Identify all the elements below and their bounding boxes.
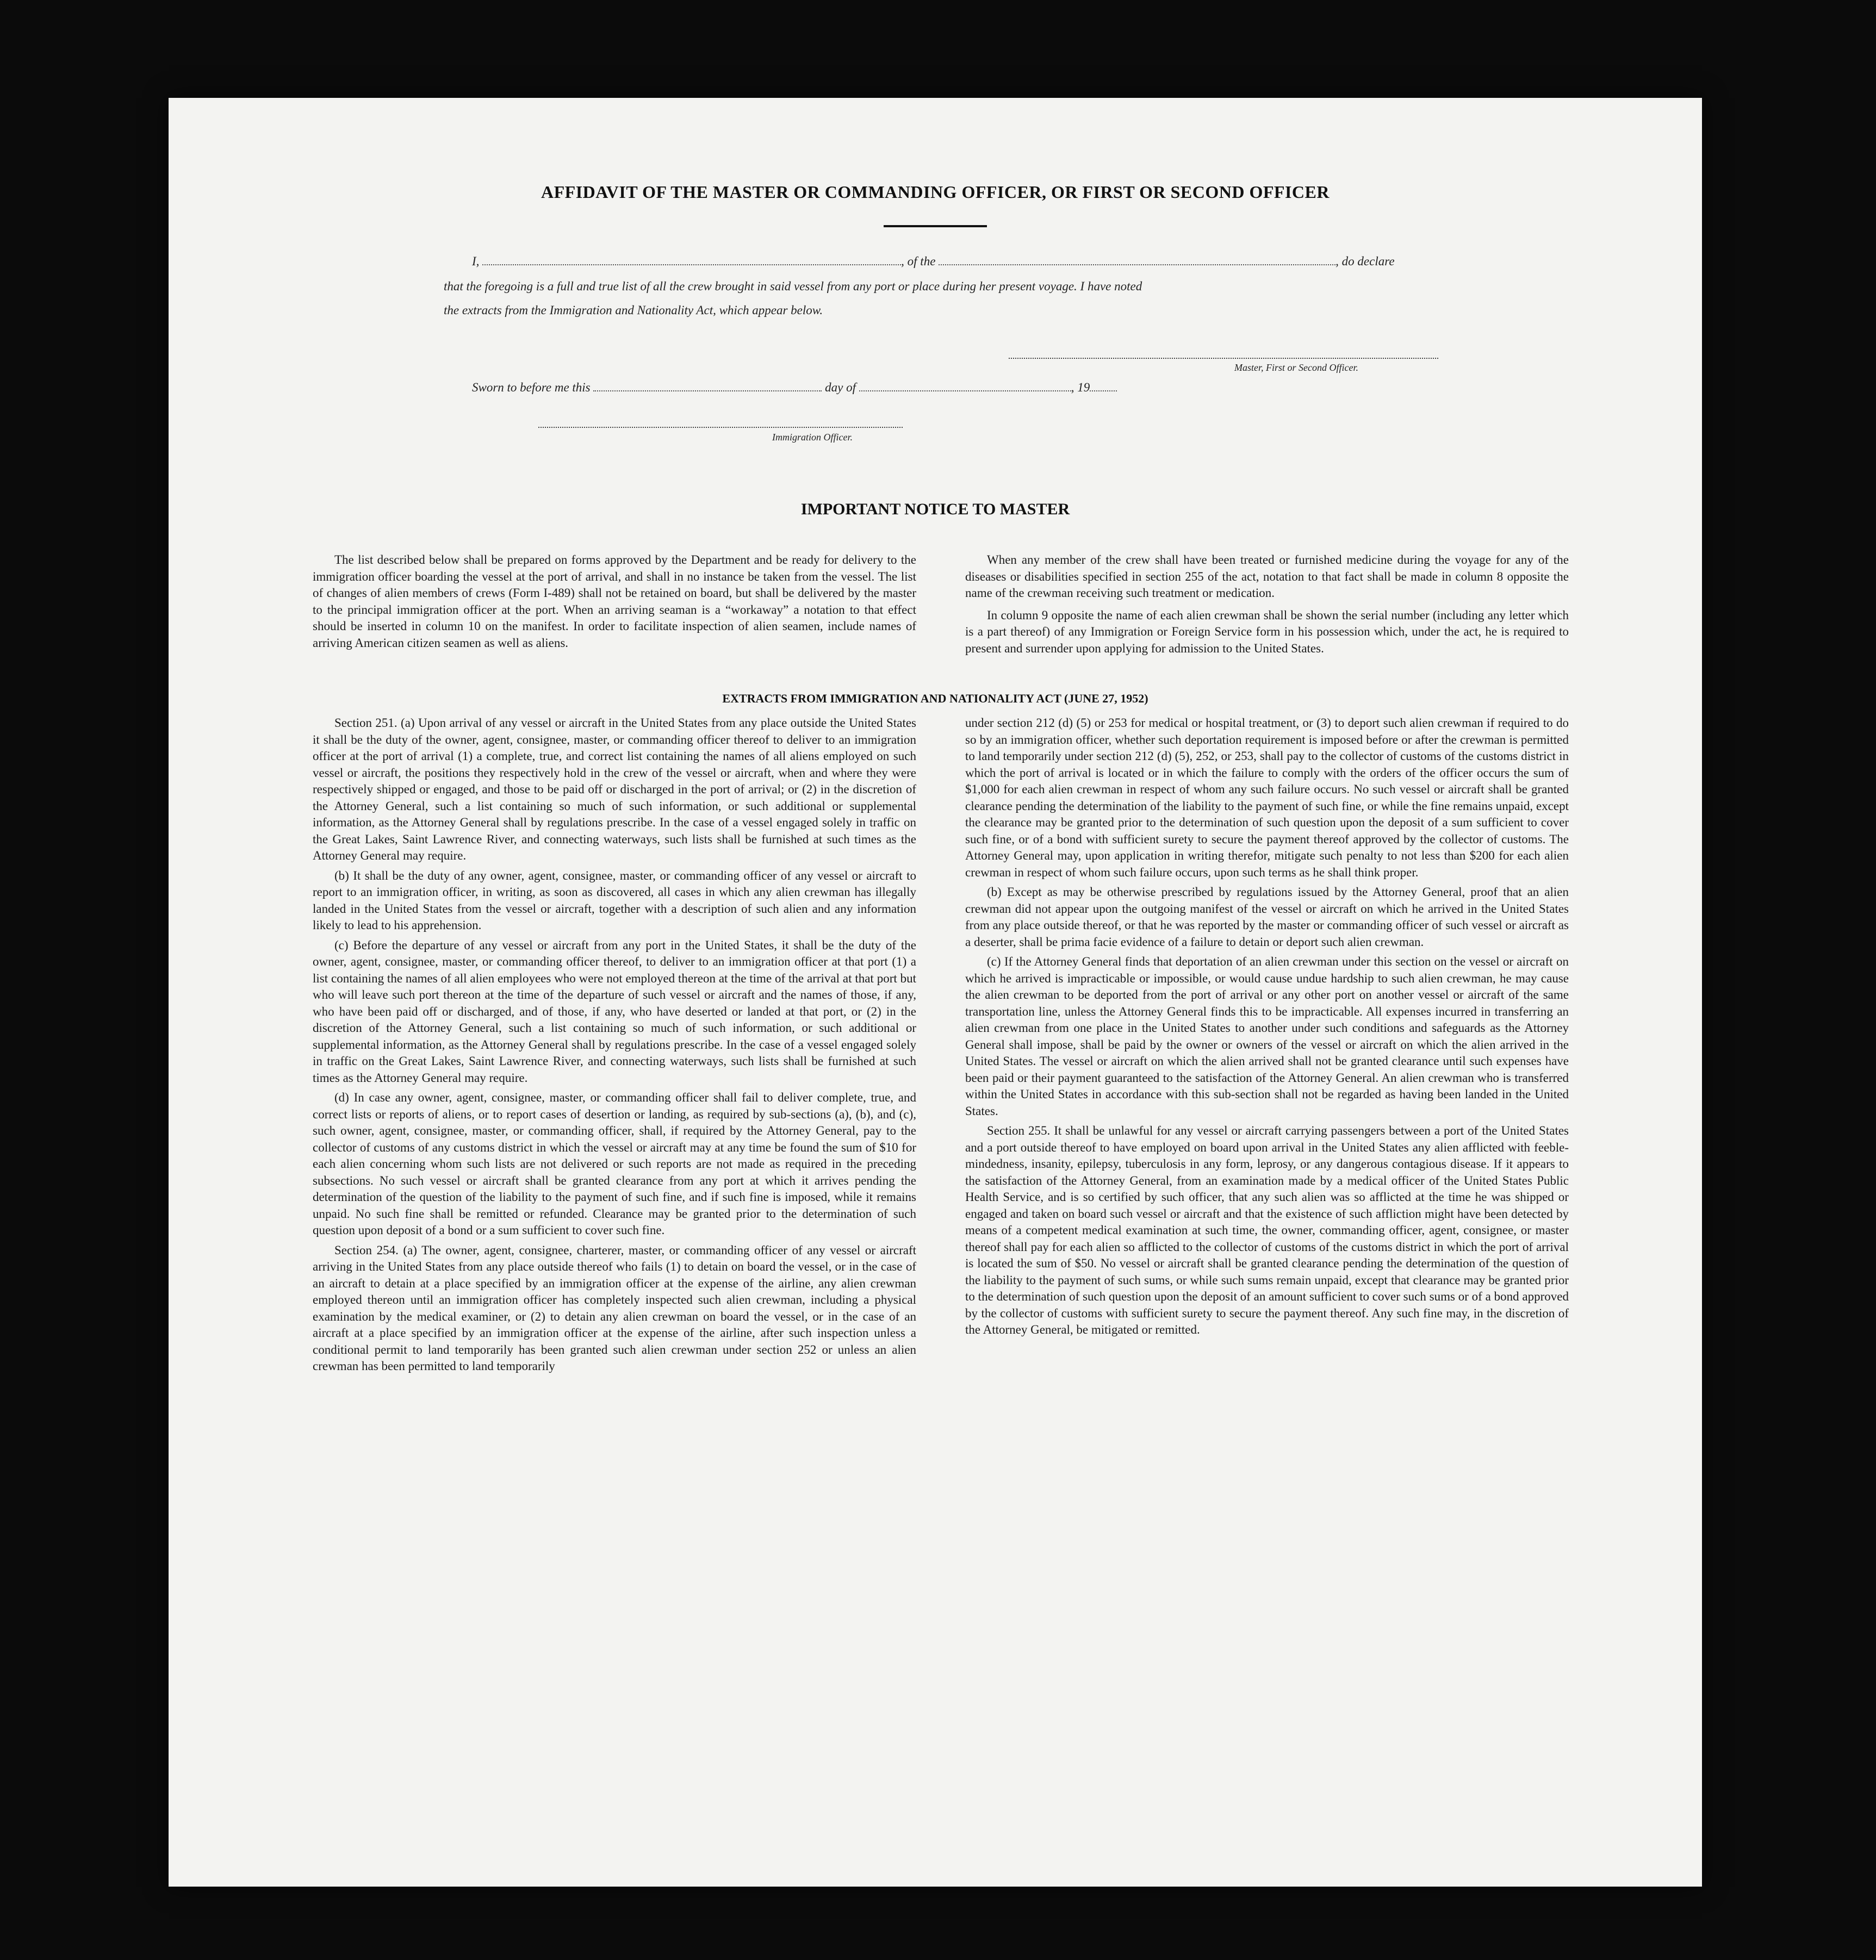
notice-right-column: [965, 552, 1569, 660]
title-underline: [884, 225, 987, 227]
notice-left-column: [313, 552, 916, 655]
statement-line-2: the extracts from the Immigration and Nationality Act, which appear below.: [444, 303, 823, 317]
officer-signature-line[interactable]: [538, 427, 903, 428]
label-year: , 19: [1071, 381, 1090, 394]
officer-caption: Immigration Officer.: [772, 432, 853, 443]
label-do-declare: , do declare: [1335, 254, 1395, 268]
extract-paragraph: (b) Except as may be otherwise prescribed by regulations issued by the Attorney General, proof that an alien crewman did not appear upon the outgoing manifest of the vessel or aircraft on which he arrived in the United States from any place outside thereof, or that he was reported by the master or commanding officer of such vessel or aircraft as a deserter, shall be prima facie evidence of a failure to detain or deport such alien crewman.: [965, 885, 1569, 949]
statement-line-1: that the foregoing is a full and true list of all the crew brought in said vessel from any port or place during her present voyage. I have noted: [444, 279, 1142, 293]
extract-paragraph: (c) Before the departure of any vessel or aircraft from any port in the United States, it shall be the duty of the owner, agent, consignee, master, or commanding officer thereof, to deliver to an immigration officer at that port (1) a list containing the names of all alien employees who were not employed thereon at the time of the arrival at that port but who will leave such port thereon at the time of the departure of such vessel or aircraft and the names of those, if any, who have been paid off or discharged, and of those, if any, who have deserted or landed at that port, or (2) in the discretion of the Attorney General, such a list containing so much of such information, or such additional or supplemental information, as the Attorney General shall by regulations prescribe. In the case of a vessel engaged solely in traffic on the Great Lakes, Saint Lawrence River, and connecting waterways, such lists shall be furnished at such times as the Attorney General may require.: [313, 938, 916, 1085]
label-of-the: , of the: [901, 254, 936, 268]
document-page: [169, 98, 1702, 1887]
label-i: I,: [472, 254, 480, 268]
extract-paragraph: (b) It shall be the duty of any owner, agent, consignee, master, or commanding officer of any vessel or aircraft to report to an immigration officer, in writing, as soon as discovered, all cases in which any alien crewman has illegally landed in the United States from the vessel or aircraft, together with a description of such alien and any information likely to lead to his apprehension.: [313, 868, 916, 932]
extracts-left-column: [313, 715, 916, 1378]
sworn-day-field[interactable]: [593, 381, 822, 391]
extract-paragraph: Section 254. (a) The owner, agent, consignee, charterer, master, or commanding officer of any vessel or aircraft arriving in the United States from any place outside thereof who fails (1) to detain on board the vessel, or in the case of an aircraft to detain at a place specified by an immigration officer at the expense of the airline, any alien crewman employed thereon until an immigration officer has completely inspected such alien crewman, including a physical examination by the medical examiner, or (2) to detain any alien crewman on board the vessel, or in the case of an aircraft at a place specified by an immigration officer at the expense of the airline, after such inspection unless a conditional permit to land temporarily has been granted such alien crewman under section 252 or unless an alien crewman has been permitted to land temporarily: [313, 1243, 916, 1373]
sworn-line: [472, 381, 1117, 395]
extract-paragraph: Section 251. (a) Upon arrival of any vessel or aircraft in the United States from any place outside the United States it shall be the duty of the owner, agent, consignee, master, or commanding officer thereof to deliver to an immigration officer at the port of arrival (1) a complete, true, and correct list containing the names of all aliens employed on such vessel or aircraft, the positions they respectively hold in the crew of the vessel or aircraft, when and where they were respectively shipped or engaged, and those to be paid off or discharged in the port of arrival; or (2) in the discretion of the Attorney General, such a list containing so much of such information, or such additional or supplemental information, as the Attorney General shall by regulations prescribe. In the case of a vessel engaged solely in traffic on the Great Lakes, Saint Lawrence River, and connecting waterways, such lists shall be furnished at such times as the Attorney General may require.: [313, 716, 916, 862]
sworn-month-field[interactable]: [859, 381, 1071, 391]
notice-heading: IMPORTANT NOTICE TO MASTER: [800, 500, 1070, 518]
notice-right-paragraph-2: In column 9 opposite the name of each alien crewman shall be shown the serial number (including any letter which is a part thereof) of any Immigration or Foreign Service form in his possession which, under the act, he is required to present and surrender upon applying for admission to the United States.: [965, 608, 1569, 655]
declaration-line: [472, 254, 1395, 269]
extract-paragraph: Section 255. It shall be unlawful for any vessel or aircraft carrying passengers between a port of the United States and a port outside thereof to have employed on board upon arrival in the United States any alien afflicted with feeble-mindedness, insanity, epilepsy, tuberculosis in any form, leprosy, or any dangerous contagious disease. If it appears to the satisfaction of the Attorney General, from an examination made by a medical officer of the United States Public Health Service, and is so certified by such officer, that any such alien was so afflicted at the time he was shipped or engaged and taken on board such vessel or aircraft and that the existence of such affliction might have been detected by means of a competent medical examination at such time, the owner, commanding officer, agent, consignee, or master thereof shall pay for each alien so afflicted to the collector of customs of the customs district in which the port of arrival is located the sum of $50. No vessel or aircraft shall be granted clearance pending the determination of the question of the liability to the payment of such sums, or while such sums remain unpaid, except that clearance may be granted prior to the determination of such question upon the deposit of an amount sufficient to cover such sums or of a bond approved by the collector of customs with sufficient surety to secure the payment thereof. Any such fine may, in the discretion of the Attorney General, be mitigated or remitted.: [965, 1124, 1569, 1336]
notice-left-paragraph: The list described below shall be prepared on forms approved by the Department and be ready for delivery to the immigration officer boarding the vessel at the port of arrival, and shall in no instance be taken from the vessel. The list of changes of alien members of crews (Form I-489) shall not be retained on board, but shall be delivered by the master to the principal immigration officer at the port. When an arriving seaman is a “workaway” a notation to that effect should be inserted in column 10 on the manifest. In order to facilitate inspection of alien seamen, include names of arriving American citizen seamen as well as aliens.: [313, 553, 916, 650]
sworn-year-field[interactable]: [1090, 381, 1117, 391]
extracts-heading: EXTRACTS FROM IMMIGRATION AND NATIONALITY ACT (JUNE 27, 1952): [722, 692, 1148, 705]
master-signature-line[interactable]: [1009, 358, 1438, 359]
extracts-right-column: [965, 715, 1569, 1342]
master-caption: Master, First or Second Officer.: [1234, 362, 1358, 373]
name-field[interactable]: [482, 254, 901, 265]
extract-paragraph: (c) If the Attorney General finds that deportation of an alien crewman under this section on the vessel or aircraft on which he arrived is impracticable or impossible, or would cause undue hardship to such alien crewman, he may cause the alien crewman to be deported from the port of arrival or any other port on another vessel or aircraft of the same transportation line, unless the Attorney General finds this to be impracticable. All expenses incurred in transferring an alien crewman from one place in the United States to another under such conditions and safeguards as the Attorney General shall impose, shall be paid by the owner or owners of the vessel or aircraft on which the alien arrived in the United States. The vessel or aircraft on which the alien arrived shall not be granted clearance until such expenses have been paid or their payment guaranteed to the satisfaction of the Attorney General. An alien crewman who is transferred within the United States in accordance with this sub-section shall not be regarded as having been landed in the United States.: [965, 955, 1569, 1118]
vessel-field[interactable]: [939, 254, 1335, 265]
extract-paragraph: under section 212 (d) (5) or 253 for medical or hospital treatment, or (3) to deport such alien crewman if required to do so by an immigration officer, whether such deportation requirement is imposed before or after the crewman is permitted to land temporarily under section 212 (d) (5), 252, or 253, shall pay to the collector of customs of the customs district in which the port of arrival is located or in which the failure to comply with the orders of the officer occurs the sum of $1,000 for each alien crewman in respect of whom any such failure occurs. No such vessel or aircraft shall be granted clearance pending the determination of the liability to the payment of such fine, or while the fine remains unpaid, except the clearance may be granted prior to the determination of such question upon the deposit of a sum sufficient to cover such fine, or of a bond with sufficient surety to secure the payment thereof approved by the collector of customs. The Attorney General may, upon application in writing therefor, mitigate such penalty to not less than $200 for each alien crewman in respect of whom such failure occurs, upon such terms as he shall think proper.: [965, 716, 1569, 879]
affidavit-title: AFFIDAVIT OF THE MASTER OR COMMANDING OFFICER, OR FIRST OR SECOND OFFICER: [541, 182, 1330, 202]
extract-paragraph: (d) In case any owner, agent, consignee, master, or commanding officer shall fail to deliver complete, true, and correct lists or reports of aliens, or to report cases of desertion or landing, as required by sub-sections (a), (b), and (c), such owner, agent, consignee, master, or commanding officer, shall, if required by the Attorney General, pay to the collector of customs of any customs district in which the vessel or aircraft may at any time be found the sum of $10 for each alien concerning whom such lists are not delivered or such reports are not made as required in the preceding subsections. No such vessel or aircraft shall be granted clearance from any port at which it arrives pending the determination of the question of the liability to the payment of such fine, and if such fine is imposed, while it remains unpaid. No such fine shall be remitted or refunded. Clearance may be granted prior to the determination of such question upon deposit of a bond or a sum sufficient to cover such fine.: [313, 1091, 916, 1237]
label-sworn: Sworn to before me this: [472, 381, 591, 394]
label-day-of: day of: [825, 381, 856, 394]
notice-right-paragraph-1: When any member of the crew shall have been treated or furnished medicine during the voyage for any of the diseases or disabilities specified in section 255 of the act, notation to that fact shall be made in column 8 opposite the name of the crewman receiving such treatment or medication.: [965, 553, 1569, 600]
